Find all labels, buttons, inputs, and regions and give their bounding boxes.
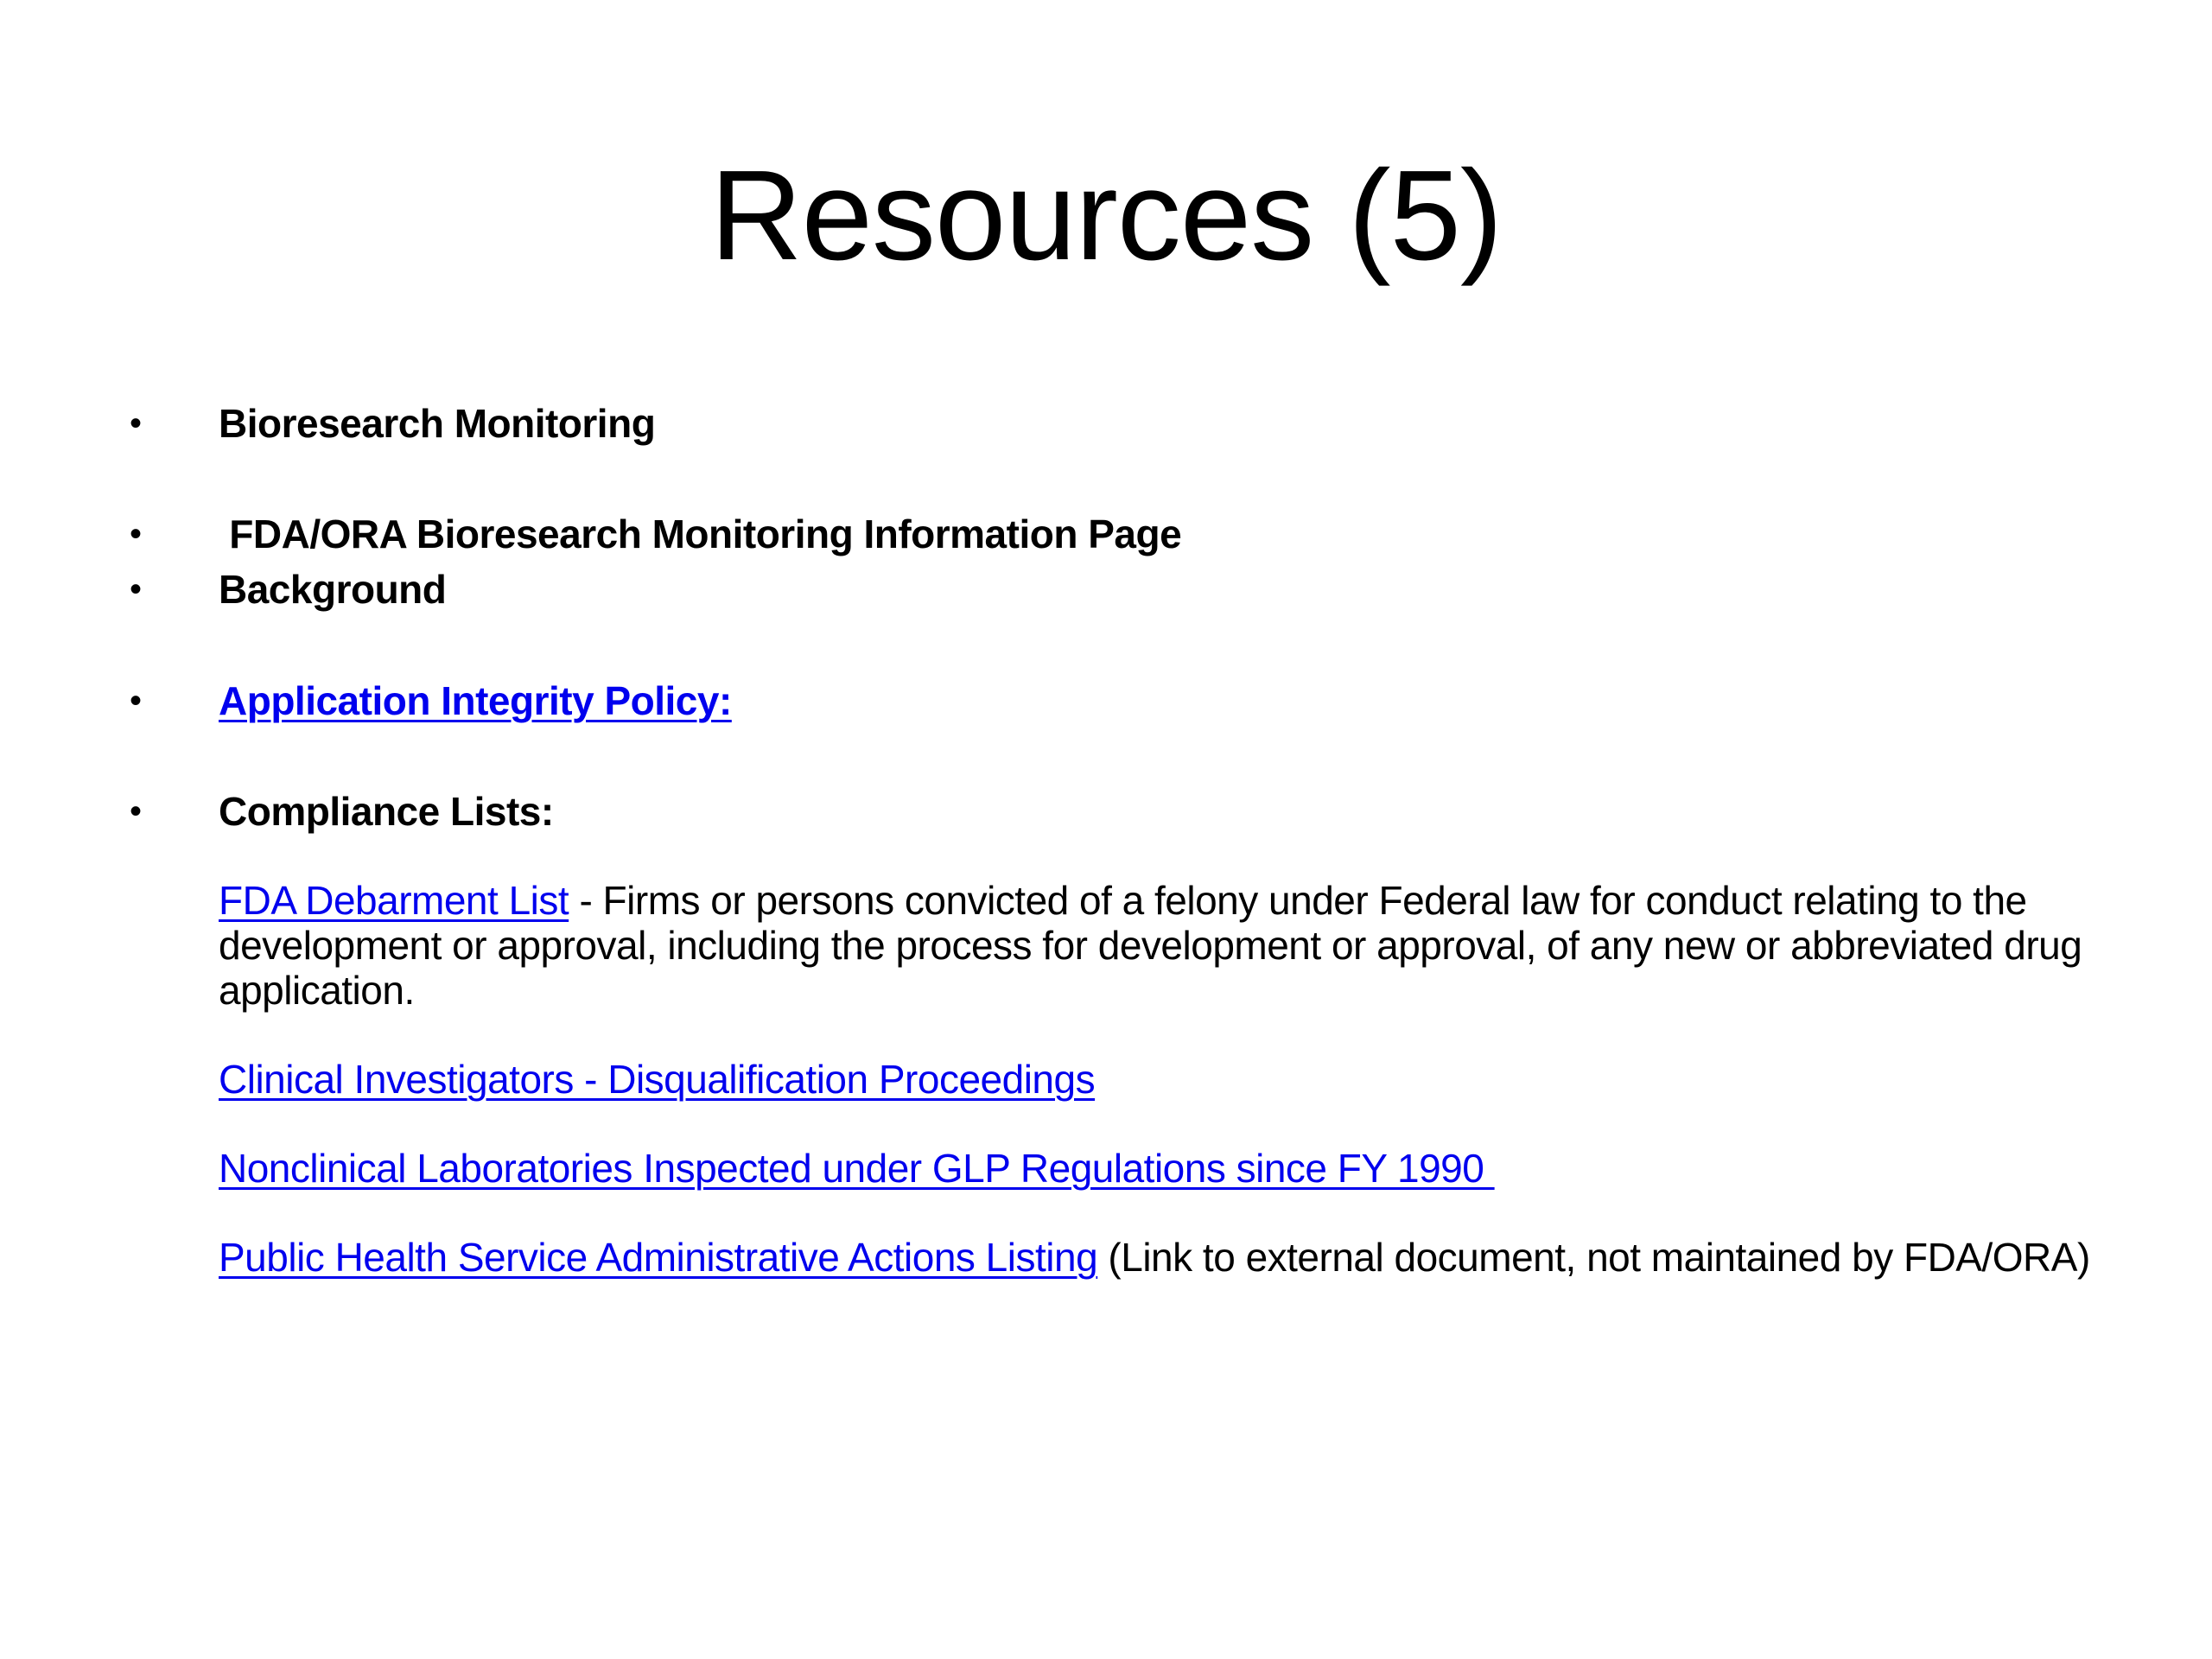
compliance-item-clinical-investigators — [219, 1057, 2102, 1102]
bullet-text: Background — [219, 567, 447, 612]
compliance-item-nonclinical-laboratories — [219, 1146, 2102, 1191]
application-integrity-policy-link[interactable]: Application Integrity Policy: — [219, 678, 732, 723]
compliance-item-description: (Link to external document, not maintained by FDA/ORA) — [1097, 1235, 2090, 1280]
bullet-dot-icon: • — [130, 515, 143, 553]
bullet-dot-icon: • — [130, 792, 143, 830]
bullet-text: Bioresearch Monitoring — [219, 401, 656, 446]
compliance-item-debarment-list — [219, 878, 2102, 1013]
slide-title: Resources (5) — [709, 144, 1503, 287]
fda-debarment-list-link[interactable]: FDA Debarment List — [219, 878, 569, 923]
bullet-dot-icon: • — [130, 404, 143, 442]
nonclinical-laboratories-link[interactable]: Nonclinical Laboratories Inspected under GLP Regulations since FY 1990 — [219, 1146, 1495, 1191]
bullet-text: Compliance Lists: — [219, 789, 554, 834]
compliance-item-description: - Firms or persons convicted of a felony under Federal law for conduct relating to the development or approval, including the process for development or approval, of any new or abbreviated drug application. — [219, 878, 2082, 1013]
clinical-investigators-link[interactable]: Clinical Investigators - Disqualification Proceedings — [219, 1057, 1096, 1102]
bullet-dot-icon: • — [130, 570, 143, 608]
public-health-service-link[interactable]: Public Health Service Administrative Actions Listing — [219, 1235, 1098, 1280]
bullet-dot-icon: • — [130, 682, 143, 720]
bullet-text: FDA/ORA Bioresearch Monitoring Information Page — [219, 512, 1182, 556]
compliance-item-public-health-service — [219, 1235, 2102, 1280]
